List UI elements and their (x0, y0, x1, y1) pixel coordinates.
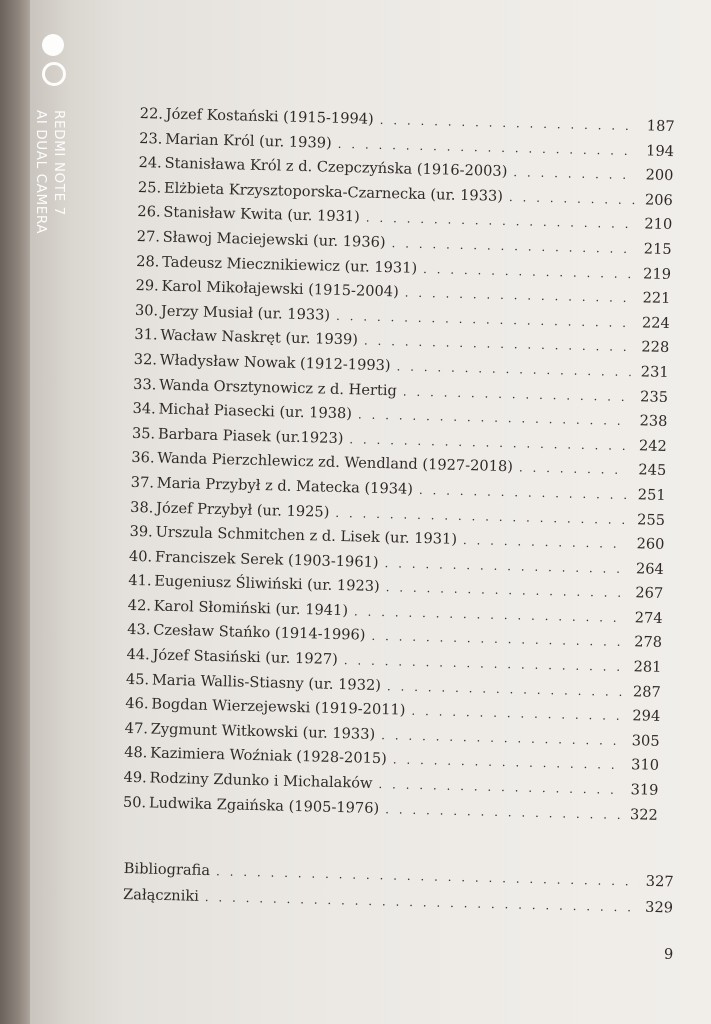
toc-entry-number: 39. (129, 522, 153, 541)
toc-entry-number: 43. (126, 621, 151, 639)
leader-dots (371, 629, 624, 649)
toc-entry-number: 33. (132, 375, 157, 394)
toc-entry-number: 40. (128, 547, 153, 566)
toc-entry-page: 200 (645, 166, 674, 185)
watermark-line-2: AI DUAL CAMERA (33, 110, 49, 235)
book-spine-shadow (0, 0, 34, 1024)
toc-entry-title: Tadeusz Miecznikiewicz (ur. 1931) (161, 253, 418, 277)
toc-entry-title: Wacław Naskręt (ur. 1939) (160, 326, 359, 349)
toc-entry-page: 267 (635, 584, 664, 603)
toc-entry-title: Stanisława Król z d. Czepczyńska (1916-2003) (164, 154, 508, 181)
toc-entry-page: 228 (641, 338, 670, 357)
leader-dots (385, 802, 620, 822)
leader-dots (396, 359, 630, 379)
leader-dots (380, 113, 637, 133)
toc-entry-page: 219 (642, 264, 672, 283)
leader-dots (403, 384, 631, 404)
toc-entry-title: Wanda Orsztynowicz z d. Hertig (158, 376, 398, 399)
toc-entry-page: 319 (630, 781, 659, 799)
toc-entry-page: 264 (635, 559, 665, 578)
leader-dots (336, 309, 632, 330)
toc-entry-number: 24. (138, 154, 163, 172)
leader-dots (405, 286, 633, 306)
toc-entry-page: 310 (630, 756, 660, 775)
toc-entry-page: 274 (634, 609, 663, 627)
toc-entry-page: 260 (636, 535, 665, 554)
leader-dots (358, 408, 630, 429)
leader-dots (393, 753, 622, 773)
camera-watermark-text (32, 110, 68, 234)
toc-entry-number: 34. (132, 400, 157, 418)
toc-entry-page: 281 (633, 658, 662, 676)
toc-entry-number: 48. (123, 744, 148, 762)
toc-entry-page: 305 (631, 732, 660, 750)
toc-entry-page: 294 (632, 707, 661, 726)
toc-entry-page: 287 (632, 682, 662, 701)
toc-entry-number: 26. (137, 203, 161, 221)
leader-dots (519, 461, 629, 478)
toc-entry-title: Władysław Nowak (1912-1993) (159, 351, 391, 375)
toc-entry-number: 37. (130, 473, 155, 492)
toc-entry-title: Marian Król (ur. 1939) (164, 130, 332, 152)
leader-dots (349, 432, 629, 453)
toc-entry-title: Józef Przybył (ur. 1925) (155, 499, 330, 521)
toc-entry-number: 27. (136, 227, 161, 246)
camera-dot-icon (42, 34, 64, 56)
leader-dots (344, 653, 624, 674)
toc-entry-title: Józef Kostański (1915-1994) (165, 105, 374, 128)
toc-entry-number: 29. (135, 277, 160, 295)
toc-entry-number: 35. (131, 424, 156, 443)
toc-entry-title: Elżbieta Krzysztoporska-Czarnecka (ur. 1933) (163, 179, 504, 205)
toc-entry-title: Stanisław Kwita (ur. 1931) (163, 203, 361, 226)
leader-dots (381, 728, 622, 748)
toc-entry-title: Zygmunt Witkowski (ur. 1933) (150, 720, 376, 743)
toc-entry-page: 242 (638, 437, 668, 455)
toc-entry-title: Eugeniusz Śliwiński (ur. 1923) (154, 572, 380, 596)
toc-entry-title: Karol Mikołajewski (1915-2004) (161, 277, 399, 301)
toc-entry-title: Urszula Schmitchen z d. Lisek (ur. 1931) (155, 523, 458, 548)
toc-entry-title: Kazimiera Woźniak (1928-2015) (149, 744, 388, 768)
toc-entry-page: 215 (643, 240, 672, 258)
toc-entry-title: Maria Wallis-Stiasny (ur. 1932) (151, 671, 382, 694)
toc-entry-number: 32. (133, 350, 158, 369)
toc-entry-title: Wanda Pierzchlewicz zd. Wendland (1927-2018) (157, 449, 514, 476)
toc-entry-number: 25. (137, 178, 162, 197)
toc-entry-number: 44. (126, 645, 150, 664)
toc-entry-number: 41. (128, 572, 152, 590)
toc-entry-number: 42. (127, 596, 152, 615)
toc-entry-number: 46. (125, 695, 149, 713)
toc-entry-page: 210 (644, 215, 673, 234)
toc-entry-title: Czesław Stańko (1914-1996) (152, 621, 366, 645)
leader-dots (364, 334, 632, 355)
toc-entry-page: 251 (637, 486, 666, 504)
toc-entry-page: 224 (641, 314, 671, 332)
toc-entry-page: 231 (640, 363, 669, 381)
leader-dots (513, 165, 635, 182)
watermark-line-1: REDMI NOTE 7 (51, 110, 67, 216)
toc-entry-page: 255 (636, 510, 666, 529)
toc-entry-page: 206 (644, 191, 674, 209)
toc-entry-title: Bogdan Wierzejewski (1919-2011) (151, 695, 406, 719)
leader-dots (378, 777, 620, 797)
toc-entry-number: 31. (134, 326, 158, 344)
toc-entry-page: 322 (629, 805, 659, 824)
toc-entry-number: 22. (139, 105, 164, 123)
toc-entry-title: Jerzy Musiał (ur. 1933) (160, 302, 331, 324)
back-matter-title: Załączniki (122, 885, 200, 905)
leader-dots (423, 262, 633, 281)
leader-dots (387, 679, 623, 699)
leader-dots (366, 211, 635, 232)
toc-entry-number: 38. (129, 498, 154, 516)
toc-entry-page: 194 (645, 141, 675, 160)
table-of-contents (123, 105, 675, 831)
toc-entry-title: Barbara Piasek (ur.1923) (157, 425, 344, 447)
toc-entry-number: 23. (138, 129, 163, 148)
toc-entry-title: Maria Przybył z d. Matecka (1934) (156, 474, 414, 498)
toc-entry-title: Józef Stasiński (ur. 1927) (152, 646, 339, 669)
back-matter-title: Bibliografia (123, 860, 211, 880)
leader-dots (509, 190, 635, 207)
leader-dots (386, 580, 626, 600)
camera-ring-icon (42, 62, 66, 86)
toc-entry-page: 187 (646, 117, 675, 136)
toc-entry-number: 50. (122, 793, 147, 811)
toc-entry-number: 47. (124, 719, 149, 738)
leader-dots (354, 604, 625, 625)
leader-dots (335, 505, 627, 526)
toc-entry-page: 235 (639, 387, 669, 406)
leader-dots (391, 236, 633, 256)
toc-entry-number: 36. (131, 449, 155, 467)
page-number: 9 (664, 946, 674, 963)
back-matter-page: 329 (644, 898, 674, 917)
toc-entry-page: 245 (638, 461, 667, 480)
leader-dots (411, 704, 622, 723)
toc-entry-title: Michał Piasecki (ur. 1938) (158, 400, 353, 423)
toc-entry-title: Karol Słomiński (ur. 1941) (153, 597, 349, 620)
toc-entry-number: 45. (125, 670, 150, 689)
toc-entry-title: Franciszek Serek (1903-1961) (154, 548, 379, 571)
toc-entry-number: 49. (123, 768, 147, 787)
leader-dots (463, 533, 627, 551)
leader-dots (384, 556, 626, 576)
toc-entry-page: 221 (642, 289, 671, 308)
toc-entry-page: 238 (639, 412, 668, 431)
toc-entry-number: 28. (135, 252, 160, 271)
toc-entry-title: Rodziny Zdunko i Michalaków (149, 769, 373, 792)
toc-entry-page: 278 (633, 633, 663, 652)
back-matter-page: 327 (645, 872, 674, 891)
toc-entry-number: 30. (134, 301, 159, 320)
leader-dots (419, 483, 628, 502)
camera-watermark (30, 30, 82, 270)
toc-entry-title: Sławoj Maciejewski (ur. 1936) (162, 228, 386, 252)
toc-entry-title: Ludwika Zgaińska (1905-1976) (148, 794, 380, 817)
